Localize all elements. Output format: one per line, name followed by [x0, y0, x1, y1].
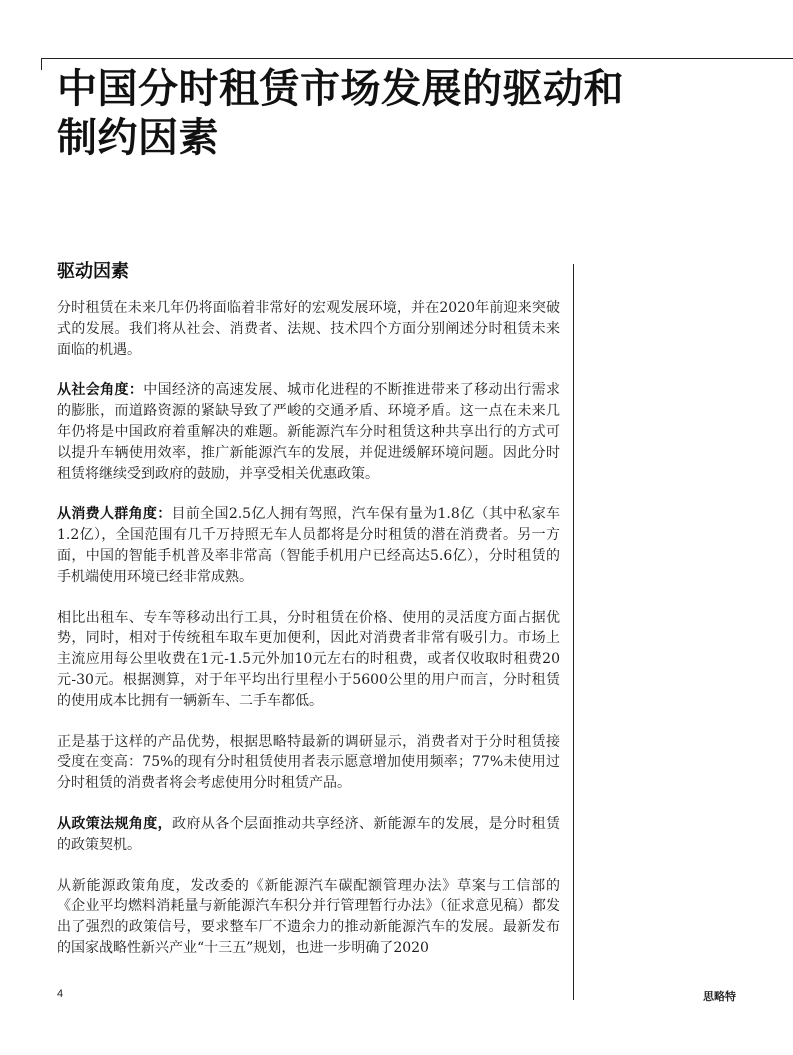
paragraph-text: 目前全国2.5亿人拥有驾照，汽车保有量为1.8亿（其中私家车1.2亿），全国范围有几千万持照无车人员都将是分时租赁的潜在消费者。另一方面，中国的智能手机普及率非常高（智能手机用户已经高达5.6亿），分时租赁的手机端使用环境已经非常成熟。: [57, 506, 561, 585]
paragraph: [57, 608, 560, 712]
top-corner-tick: [41, 58, 42, 70]
paragraph: [57, 380, 560, 484]
paragraph-text: 相比出租车、专车等移动出行工具，分时租赁在价格、使用的灵活度方面占据优势，同时，相对于传统租车取车更加便利，因此对消费者非常有吸引力。市场上主流应用每公里收费在1元-1.5元外加10元左右的时租费，或者仅收取时租费20元-30元。根据测算，对于年平均出行里程小于5600公里的用户而言，分时租赁的使用成本比拥有一辆新车、二手车都低。: [57, 609, 560, 709]
brand-name: 思略特: [703, 990, 736, 1003]
paragraph: [57, 876, 560, 959]
paragraph: [57, 298, 560, 360]
paragraph-text: 中国经济的高速发展、城市化进程的不断推进带来了移动出行需求的膨胀，而道路资源的紧缺导致了严峻的交通矛盾、环境矛盾。这一点在未来几年仍将是中国政府着重解决的难题。新能源汽车分时租赁这种共享出行的方式可以提升车辆使用效率，推广新能源汽车的发展，并促进缓解环境问题。因此分时租赁将继续受到政府的鼓励，并享受相关优惠政策。: [57, 382, 561, 482]
paragraph: [57, 814, 560, 856]
paragraph-lead: 从消费人群角度：: [57, 506, 172, 523]
paragraph-text: 从新能源政策角度，发改委的《新能源汽车碳配额管理办法》草案与工信部的《企业平均燃料消耗量与新能源汽车积分并行管理暂行办法》（征求意见稿）都发出了强烈的政策信号，要求整车厂不遗余力的推动新能源汽车的发展。最新发布的国家战略性新兴产业“十三五”规划，也进一步明确了2020: [57, 877, 560, 956]
column-divider: [573, 264, 574, 1000]
top-rule: [41, 58, 793, 59]
paragraph-lead: 从社会角度：: [57, 382, 144, 399]
body-text: [57, 298, 560, 979]
page-title: 中国分时租赁市场发展的驱动和制约因素: [57, 65, 624, 161]
paragraph-text: 正是基于这样的产品优势，根据思略特最新的调研显示，消费者对于分时租赁接受度在变高：75%的现有分时租赁使用者表示愿意增加使用频率；77%未使用过分时租赁的消费者将会考虑使用分时租赁产品。: [57, 733, 560, 792]
paragraph-text: 分时租赁在未来几年仍将面临着非常好的宏观发展环境，并在2020年前迎来突破式的发展。我们将从社会、消费者、法规、技术四个方面分别阐述分时租赁未来面临的机遇。: [57, 300, 560, 358]
paragraph: [57, 732, 560, 794]
paragraph: [57, 504, 560, 587]
paragraph-text: 政府从各个层面推动共享经济、新能源车的发展，是分时租赁的政策契机。: [57, 815, 561, 853]
paragraph-lead: 从政策法规角度，: [57, 815, 173, 832]
page-number: 4: [57, 988, 64, 1000]
section-heading: 驱动因素: [57, 261, 129, 282]
